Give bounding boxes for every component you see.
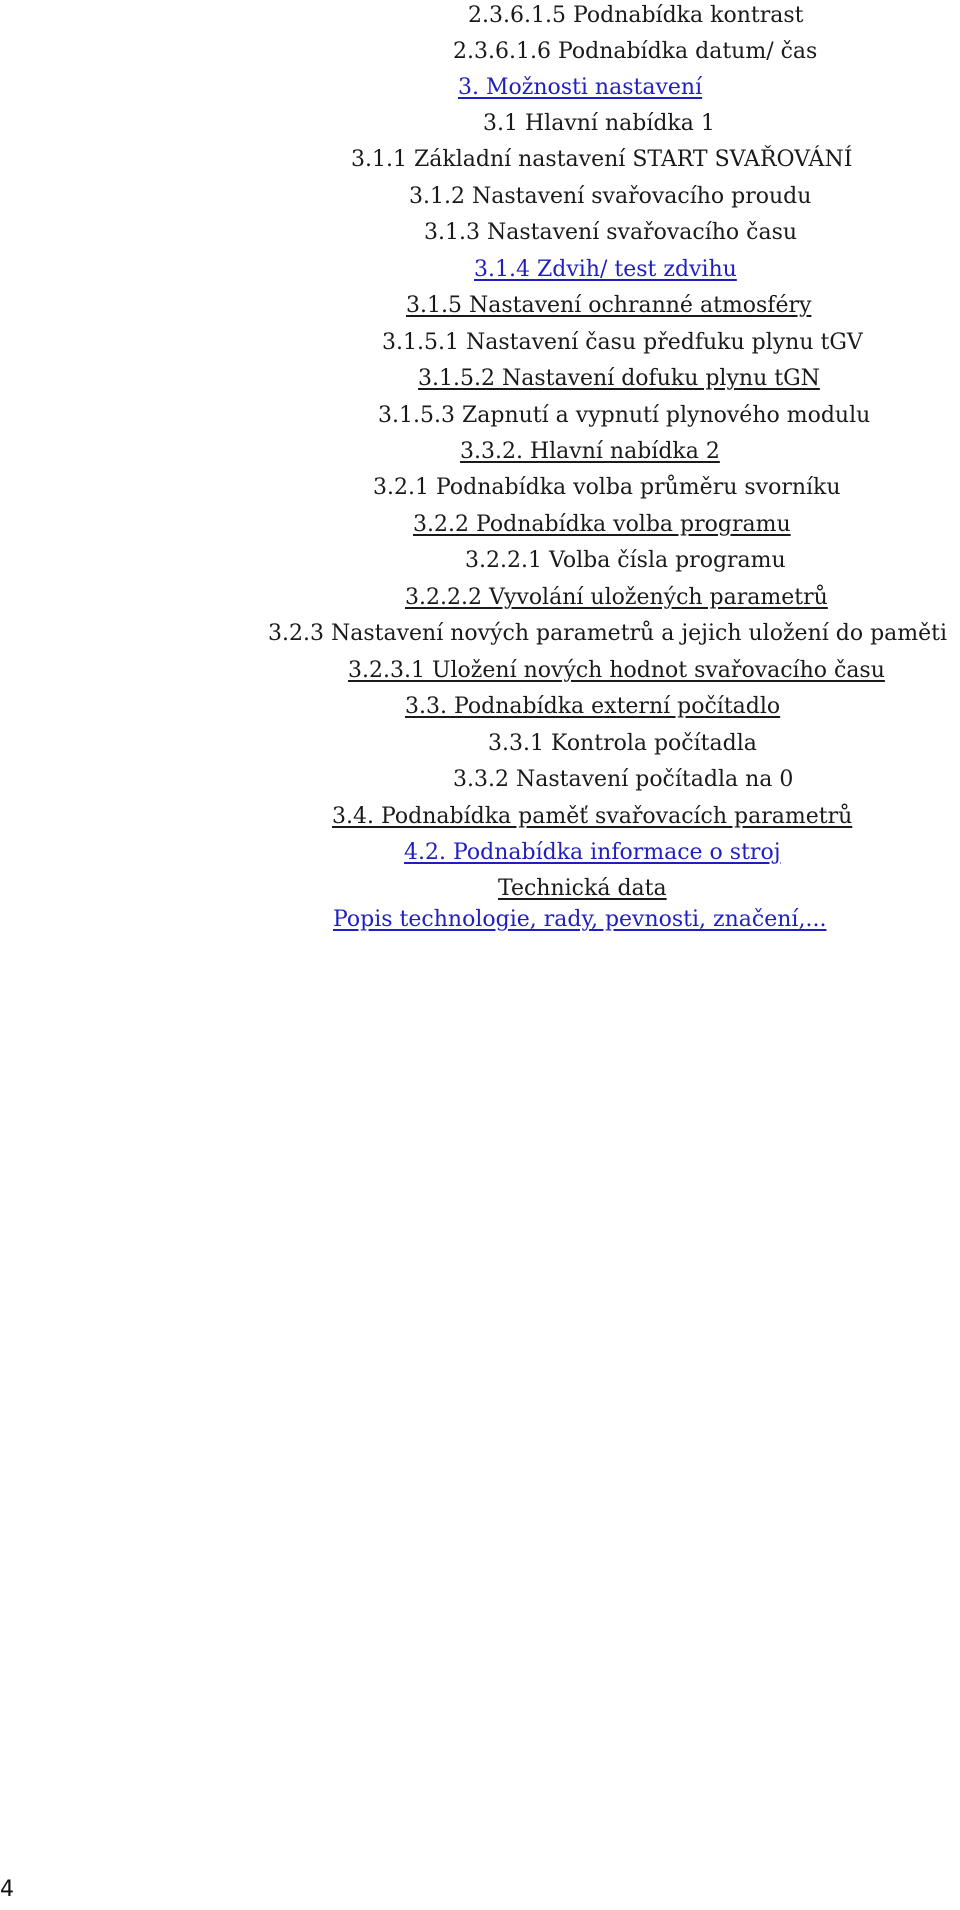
toc-entry[interactable] xyxy=(0,905,960,935)
toc-link[interactable]: Popis technologie, rady, pevnosti, značení,... xyxy=(333,907,827,932)
toc-link[interactable]: 3.2.3.1 Uložení nových hodnot svařovacího času xyxy=(348,658,885,683)
toc-link[interactable]: 3. Možnosti nastavení xyxy=(458,75,703,100)
toc-entry[interactable] xyxy=(0,874,960,904)
toc-entry-text: 3.1.5.3 Zapnutí a vypnutí plynového modulu xyxy=(378,403,871,428)
page-number: 4 xyxy=(0,1877,14,1902)
toc-entry xyxy=(0,145,960,175)
toc-entry xyxy=(0,619,960,649)
toc-link[interactable]: 3.2.2.2 Vyvolání uložených parametrů xyxy=(405,585,828,610)
toc-entry-text: 3.1 Hlavní nabídka 1 xyxy=(483,111,715,136)
toc-entry xyxy=(0,37,960,67)
toc-entry[interactable] xyxy=(0,364,960,394)
toc-link[interactable]: 3.3. Podnabídka externí počítadlo xyxy=(405,694,781,719)
toc-entry-text: 2.3.6.1.6 Podnabídka datum/ čas xyxy=(453,39,818,64)
toc-entry[interactable] xyxy=(0,838,960,868)
toc-entry[interactable] xyxy=(0,437,960,467)
toc-entry[interactable] xyxy=(0,73,960,103)
toc-entry xyxy=(0,218,960,248)
toc-entry[interactable] xyxy=(0,656,960,686)
toc-entry xyxy=(0,546,960,576)
toc-link[interactable]: 3.1.5.2 Nastavení dofuku plynu tGN xyxy=(418,366,820,391)
toc-entry-text: 3.1.5.1 Nastavení času předfuku plynu tGV xyxy=(382,330,863,355)
toc-link[interactable]: 3.4. Podnabídka paměť svařovacích parametrů xyxy=(332,804,853,829)
toc-link[interactable]: 3.1.4 Zdvih/ test zdvihu xyxy=(474,257,737,282)
toc-entry xyxy=(0,765,960,795)
toc-entry xyxy=(0,1,960,31)
toc-entry-text: 3.2.2.1 Volba čísla programu xyxy=(465,548,786,573)
toc-entry[interactable] xyxy=(0,510,960,540)
toc-entry[interactable] xyxy=(0,291,960,321)
toc-entry-text: 3.1.1 Základní nastavení START SVAŘOVÁNÍ xyxy=(351,147,853,172)
toc-entry xyxy=(0,401,960,431)
toc-entry[interactable] xyxy=(0,802,960,832)
toc-link[interactable]: 3.1.5 Nastavení ochranné atmosféry xyxy=(406,293,812,318)
toc-entry xyxy=(0,109,960,139)
toc-entry-text: 3.2.3 Nastavení nových parametrů a jejich uložení do paměti xyxy=(268,621,948,646)
toc-entry[interactable] xyxy=(0,692,960,722)
toc-entry-text: 3.1.3 Nastavení svařovacího času xyxy=(424,220,798,245)
toc-entry-text: 2.3.6.1.5 Podnabídka kontrast xyxy=(468,3,804,28)
toc-link[interactable]: 3.3.2. Hlavní nabídka 2 xyxy=(460,439,720,464)
toc-entry xyxy=(0,473,960,503)
toc-entry xyxy=(0,328,960,358)
toc-link[interactable]: 3.2.2 Podnabídka volba programu xyxy=(413,512,791,537)
toc-entry-text: 3.3.1 Kontrola počítadla xyxy=(488,731,757,756)
toc-entry xyxy=(0,182,960,212)
toc-link[interactable]: 4.2. Podnabídka informace o stroj xyxy=(404,840,781,865)
toc-link[interactable]: Technická data xyxy=(498,876,667,901)
toc-entry xyxy=(0,729,960,759)
toc-entry[interactable] xyxy=(0,255,960,285)
toc-entry[interactable] xyxy=(0,583,960,613)
toc-entry-text: 3.3.2 Nastavení počítadla na 0 xyxy=(453,767,794,792)
toc-entry-text: 3.2.1 Podnabídka volba průměru svorníku xyxy=(373,475,841,500)
toc-entry-text: 3.1.2 Nastavení svařovacího proudu xyxy=(409,184,812,209)
